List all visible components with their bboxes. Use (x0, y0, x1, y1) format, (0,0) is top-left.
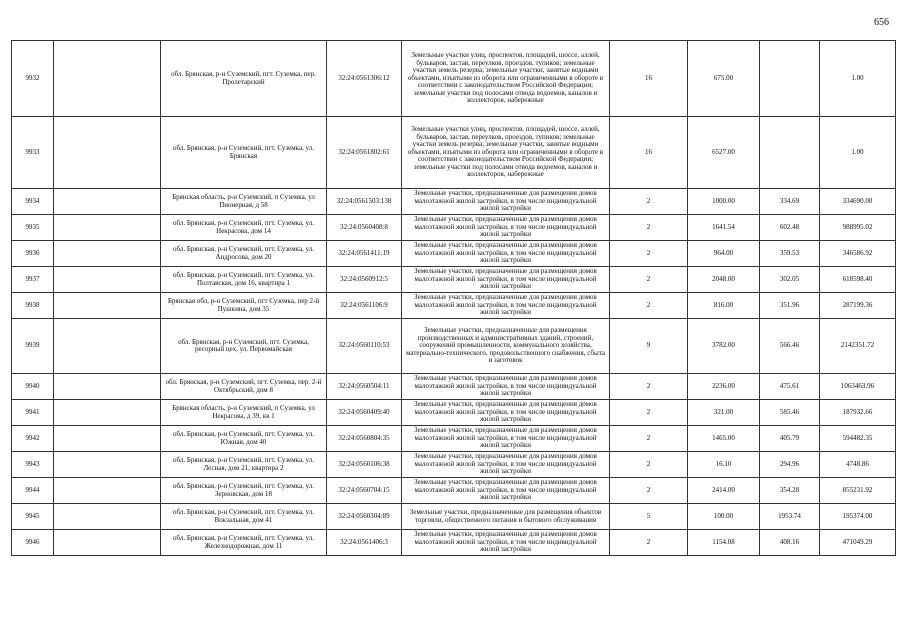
address-cell: обл. Брянская, р-н Суземский, пгт. Суземка, ул. Полтавская, дом 16, квартира 1 (161, 267, 327, 293)
cadastral-number-cell: 32:24:0561802:61 (327, 117, 402, 189)
table-row (12, 374, 896, 400)
cadastral-number-cell: 32:24:0560912:5 (327, 267, 402, 293)
land-use-cell: Земельные участки, предназначенные для размещения домов малоэтажной жилой застройки, в том числе индивидуальной жилой застройки (402, 478, 610, 504)
blank-cell (54, 215, 161, 241)
area-cell: 2048.00 (688, 267, 760, 293)
row-id: 9942 (12, 426, 54, 452)
specific-value-cell: 1953.74 (760, 504, 820, 530)
cadastral-value-cell: 988995.02 (820, 215, 896, 241)
specific-value-cell (760, 117, 820, 189)
cadastral-number-cell: 32:24:0560804:35 (327, 426, 402, 452)
area-cell: 1154.08 (688, 530, 760, 556)
cadastral-number-cell: 32:24:0560409:40 (327, 400, 402, 426)
land-use-cell: Земельные участки, предназначенные для размещения домов малоэтажной жилой застройки, в том числе индивидуальной жилой застройки (402, 400, 610, 426)
cadastral-value-cell: 1.00 (820, 41, 896, 117)
address-cell: обл. Брянская, р-н Суземский, пгт. Суземка, пер. Пролетарский (161, 41, 327, 117)
blank-cell (54, 426, 161, 452)
cadastral-value-cell: 4748.86 (820, 452, 896, 478)
specific-value-cell: 602.48 (760, 215, 820, 241)
cadastral-number-cell: 32:24:0560110:53 (327, 319, 402, 374)
cadastral-number-cell: 32:24:0561411:19 (327, 241, 402, 267)
table-body (12, 41, 896, 556)
table-row (12, 504, 896, 530)
use-group-cell: 2 (610, 189, 688, 215)
address-cell: обл. Брянская, р-н Суземский, пгт. Суземка, пер. 2-й Октябрьский, дом 8 (161, 374, 327, 400)
blank-cell (54, 189, 161, 215)
land-use-cell: Земельные участки, предназначенные для размещения домов малоэтажной жилой застройки, в том числе индивидуальной жилой застройки (402, 215, 610, 241)
blank-cell (54, 452, 161, 478)
land-use-cell: Земельные участки, предназначенные для размещения домов малоэтажной жилой застройки, в том числе индивидуальной жилой застройки (402, 267, 610, 293)
land-use-cell: Земельные участки, предназначенные для размещения домов малоэтажной жилой застройки, в том числе индивидуальной жилой застройки (402, 530, 610, 556)
specific-value-cell: 354.28 (760, 478, 820, 504)
specific-value-cell: 359.53 (760, 241, 820, 267)
area-cell: 6527.00 (688, 117, 760, 189)
area-cell: 1000.00 (688, 189, 760, 215)
area-cell: 1465.00 (688, 426, 760, 452)
page-number: 656 (874, 17, 889, 28)
specific-value-cell: 475.61 (760, 374, 820, 400)
land-use-cell: Земельные участки, предназначенные для размещения домов малоэтажной жилой застройки, в том числе индивидуальной жилой застройки (402, 189, 610, 215)
table-row (12, 452, 896, 478)
address-cell: обл. Брянская, р-н Суземский, пгт. Суземка, ул. Андросова, дом 20 (161, 241, 327, 267)
table-row (12, 478, 896, 504)
blank-cell (54, 267, 161, 293)
cadastral-value-table (11, 40, 896, 556)
blank-cell (54, 41, 161, 117)
area-cell: 675.00 (688, 41, 760, 117)
address-cell: обл. Брянская, р-н Суземский, пгт. Суземка, ул. Некрасова, дом 14 (161, 215, 327, 241)
row-id: 9944 (12, 478, 54, 504)
use-group-cell: 2 (610, 241, 688, 267)
area-cell: 964.00 (688, 241, 760, 267)
blank-cell (54, 374, 161, 400)
blank-cell (54, 241, 161, 267)
cadastral-value-cell: 195374.00 (820, 504, 896, 530)
cadastral-value-cell: 594482.35 (820, 426, 896, 452)
area-cell: 2414.00 (688, 478, 760, 504)
specific-value-cell: 405.79 (760, 426, 820, 452)
table-row (12, 400, 896, 426)
address-cell: обл. Брянская, р-н Суземский, пгт. Суземка, ул. Зерновская, дом 18 (161, 478, 327, 504)
blank-cell (54, 117, 161, 189)
table-row (12, 41, 896, 117)
cadastral-value-cell: 471049.29 (820, 530, 896, 556)
use-group-cell: 2 (610, 293, 688, 319)
use-group-cell: 2 (610, 374, 688, 400)
row-id: 9945 (12, 504, 54, 530)
area-cell: 816.00 (688, 293, 760, 319)
blank-cell (54, 319, 161, 374)
use-group-cell: 16 (610, 41, 688, 117)
cadastral-value-cell: 334690.00 (820, 189, 896, 215)
land-use-cell: Земельные участки, предназначенные для размещения домов малоэтажной жилой застройки, в том числе индивидуальной жилой застройки (402, 374, 610, 400)
use-group-cell: 2 (610, 426, 688, 452)
row-id: 9939 (12, 319, 54, 374)
cadastral-number-cell: 32:24:0560106:38 (327, 452, 402, 478)
cadastral-value-cell: 287199.36 (820, 293, 896, 319)
cadastral-number-cell: 32:24:0560704:15 (327, 478, 402, 504)
use-group-cell: 5 (610, 504, 688, 530)
row-id: 9943 (12, 452, 54, 478)
use-group-cell: 2 (610, 400, 688, 426)
cadastral-value-cell: 346586.92 (820, 241, 896, 267)
row-id: 9940 (12, 374, 54, 400)
cadastral-number-cell: 32:24:0560304:89 (327, 504, 402, 530)
area-cell: 100.00 (688, 504, 760, 530)
blank-cell (54, 400, 161, 426)
use-group-cell: 2 (610, 215, 688, 241)
address-cell: Брянская обл, р-н Суземский, пгт Суземка, пер 2-й Пушкина, дом 35 (161, 293, 327, 319)
table-row (12, 530, 896, 556)
land-use-cell: Земельные участки, предназначенные для размещения домов малоэтажной жилой застройки, в том числе индивидуальной жилой застройки (402, 452, 610, 478)
row-id: 9937 (12, 267, 54, 293)
table-row (12, 293, 896, 319)
use-group-cell: 9 (610, 319, 688, 374)
row-id: 9938 (12, 293, 54, 319)
cadastral-value-cell: 855231.92 (820, 478, 896, 504)
area-cell: 1641.54 (688, 215, 760, 241)
cadastral-value-cell: 1.00 (820, 117, 896, 189)
cadastral-value-cell: 1063463.96 (820, 374, 896, 400)
row-id: 9935 (12, 215, 54, 241)
address-cell: обл. Брянская, р-н Суземский, пгт. Суземка, ул. Вокзальная, дом 41 (161, 504, 327, 530)
row-id: 9946 (12, 530, 54, 556)
blank-cell (54, 478, 161, 504)
address-cell: Брянская область, р-н Суземский, п Суземка, ул Пионерная, д 58 (161, 189, 327, 215)
row-id: 9941 (12, 400, 54, 426)
specific-value-cell (760, 41, 820, 117)
land-use-cell: Земельные участки, предназначенные для размещения домов малоэтажной жилой застройки, в том числе индивидуальной жилой застройки (402, 293, 610, 319)
cadastral-value-cell: 187932.66 (820, 400, 896, 426)
address-cell: обл. Брянская, р-н Суземский, пгт. Суземка, ул. Брянская (161, 117, 327, 189)
address-cell: обл. Брянская, р-н Суземский, пгт. Суземка, ул. Лесная, дом 21, квартира 2 (161, 452, 327, 478)
area-cell: 321.00 (688, 400, 760, 426)
blank-cell (54, 530, 161, 556)
row-id: 9933 (12, 117, 54, 189)
cadastral-number-cell: 32:24:0560504:11 (327, 374, 402, 400)
row-id: 9934 (12, 189, 54, 215)
specific-value-cell: 351.96 (760, 293, 820, 319)
area-cell: 3782.00 (688, 319, 760, 374)
land-use-cell: Земельные участки, предназначенные для размещения объектов торговли, общественного питания и бытового обслуживания (402, 504, 610, 530)
blank-cell (54, 504, 161, 530)
land-use-cell: Земельные участки, предназначенные для размещения домов малоэтажной жилой застройки, в том числе индивидуальной жилой застройки (402, 241, 610, 267)
cadastral-number-cell: 32:24:0561503:138 (327, 189, 402, 215)
row-id: 9936 (12, 241, 54, 267)
cadastral-number-cell: 32:24:0561306:12 (327, 41, 402, 117)
table-row (12, 319, 896, 374)
address-cell: Брянская область, р-н Суземский, п Суземка, ул Некрасова, д 39, кв 1 (161, 400, 327, 426)
use-group-cell: 16 (610, 117, 688, 189)
area-cell: 16.10 (688, 452, 760, 478)
table-row (12, 241, 896, 267)
cadastral-number-cell: 32:24:0561106:9 (327, 293, 402, 319)
land-use-cell: Земельные участки, предназначенные для размещения домов малоэтажной жилой застройки, в том числе индивидуальной жилой застройки (402, 426, 610, 452)
specific-value-cell: 408.16 (760, 530, 820, 556)
use-group-cell: 2 (610, 267, 688, 293)
cadastral-number-cell: 32:24:0560408:8 (327, 215, 402, 241)
use-group-cell: 2 (610, 478, 688, 504)
land-use-cell: Земельные участки, предназначенные для размещения производственных и административных зданий, строений, сооружений промышленности, коммунального хозяйства, материально-технического, продовольственного снабжения, сбыта и заготовок (402, 319, 610, 374)
address-cell: обл. Брянская, р-н Суземский, пгт. Суземка, ул. Железнодорожная, дом 11 (161, 530, 327, 556)
land-use-cell: Земельные участки улиц, проспектов, площадей, шоссе, аллей, бульваров, застав, переулков, проездов, тупиков; земельные участки земель резерва; земельные участки, занятые водными объектами, изъятыми из оборота или ограниченными в обороте в соответствии с законодательством Российской Федерации; земельные участки под полосами отвода водоемов, каналов и коллекторов, набережные (402, 117, 610, 189)
land-use-cell: Земельные участки улиц, проспектов, площадей, шоссе, аллей, бульваров, застав, переулков, проездов, тупиков; земельные участки земель резерва; земельные участки, занятые водными объектами, изъятыми из оборота или ограниченными в обороте в соответствии с законодательством Российской Федерации; земельные участки под полосами отвода водоемов, каналов и коллекторов, набережные (402, 41, 610, 117)
address-cell: обл. Брянская, р-н Суземский, пгт. Суземка, ул. Южная, дом 40 (161, 426, 327, 452)
use-group-cell: 2 (610, 530, 688, 556)
specific-value-cell: 294.96 (760, 452, 820, 478)
use-group-cell: 2 (610, 452, 688, 478)
table-row (12, 215, 896, 241)
blank-cell (54, 293, 161, 319)
table-row (12, 426, 896, 452)
specific-value-cell: 566.46 (760, 319, 820, 374)
specific-value-cell: 334.69 (760, 189, 820, 215)
specific-value-cell: 585.46 (760, 400, 820, 426)
cadastral-number-cell: 32:24:0561406:3 (327, 530, 402, 556)
table-row (12, 117, 896, 189)
table-row (12, 189, 896, 215)
cadastral-value-cell: 2142351.72 (820, 319, 896, 374)
specific-value-cell: 302.05 (760, 267, 820, 293)
cadastral-value-cell: 618598.40 (820, 267, 896, 293)
area-cell: 2236.00 (688, 374, 760, 400)
table-row (12, 267, 896, 293)
address-cell: обл. Брянская, р-н Суземский, пгт. Суземка, ресорный цех, ул. Первомайская (161, 319, 327, 374)
row-id: 9932 (12, 41, 54, 117)
